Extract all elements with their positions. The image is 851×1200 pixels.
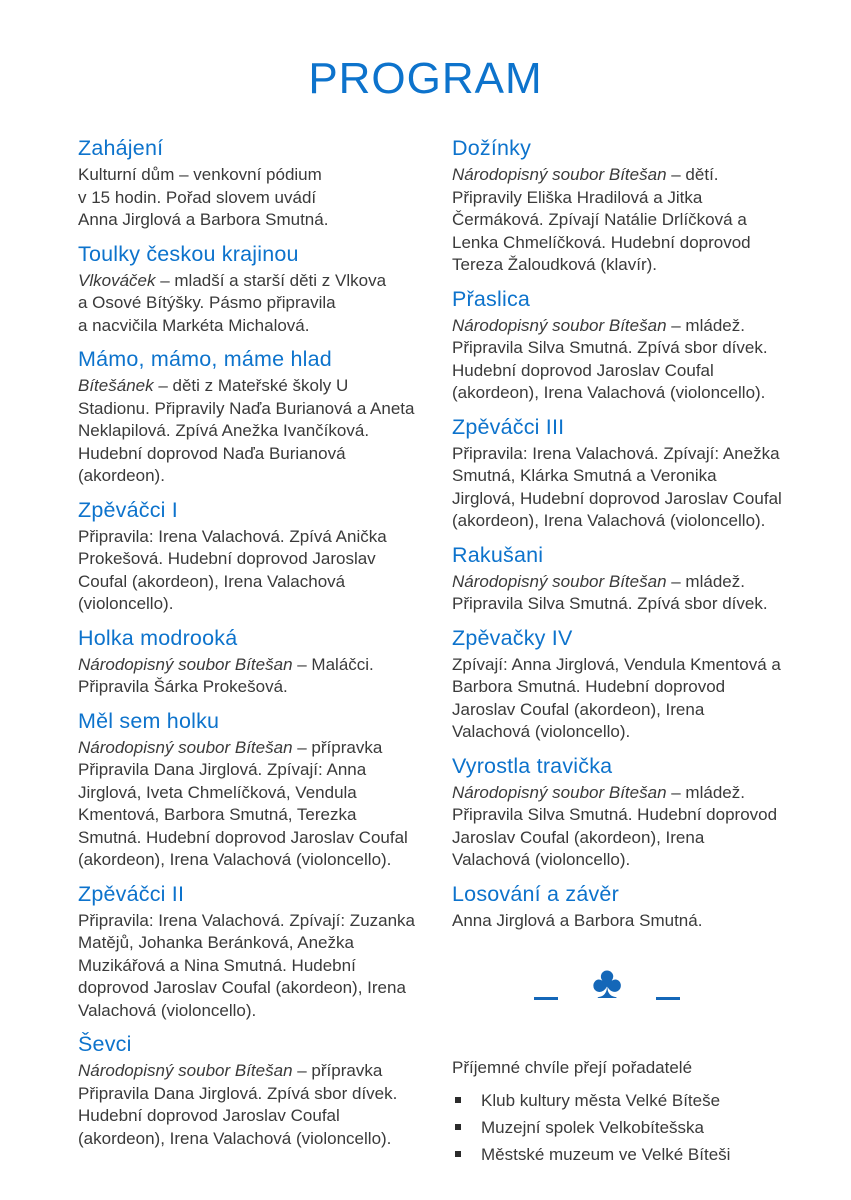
section-body	[78, 375, 435, 488]
ensemble-name: Národopisný soubor Bítešan	[78, 737, 293, 757]
section-body	[78, 1060, 435, 1150]
section-heading: Ševci	[78, 1032, 132, 1056]
ensemble-name: Národopisný soubor Bítešan	[78, 654, 293, 674]
section-body	[452, 782, 817, 872]
program-section	[78, 1032, 435, 1150]
organizer-item	[452, 1116, 817, 1139]
bullet-square-icon	[455, 1097, 461, 1103]
program-section	[78, 626, 435, 699]
program-section	[78, 498, 435, 616]
section-text: – dětí. Připravily Eliška Hradilová a Jitka Čermáková. Zpívají Natálie Drlíčková a Lenka Chmelíčková. Hudební doprovod Tereza Žaloudková (klavír).	[452, 165, 751, 274]
section-heading: Rakušani	[452, 542, 544, 567]
organizer-item	[452, 1089, 817, 1112]
section-body	[78, 164, 435, 232]
organizer-label: Městské muzeum ve Velké Bíteši	[481, 1145, 731, 1164]
section-heading: Dožínky	[452, 136, 532, 160]
section-text: Anna Jirglová a Barbora Smutná.	[452, 910, 703, 930]
section-body	[78, 270, 435, 338]
section-heading: Přaslica	[452, 286, 531, 311]
section-heading: Zahájení	[78, 136, 164, 160]
section-body	[452, 443, 817, 533]
program-column-left	[78, 136, 435, 1170]
program-section	[78, 242, 435, 338]
program-section	[452, 415, 817, 533]
section-text: Připravila: Irena Valachová. Zpívají: Anežka Smutná, Klárka Smutná a Veronika Jirglová, Hudební doprovod Jaroslav Coufal (akordeon), Irena Valachová (violoncello).	[452, 443, 782, 530]
section-heading: Zpěvačky IV	[452, 625, 573, 650]
program-section	[78, 347, 435, 488]
ensemble-name: Národopisný soubor Bítešan	[452, 782, 667, 802]
organizer-label: Klub kultury města Velké Bíteše	[481, 1091, 721, 1110]
program-section	[452, 543, 817, 616]
ensemble-name: Národopisný soubor Bítešan	[78, 1061, 293, 1080]
page-title: PROGRAM	[308, 54, 543, 103]
program-section	[452, 754, 817, 872]
section-text: – děti z Mateřské školy U Stadionu. Připravily Naďa Burianová a Aneta Neklapilová. Zpívá Anežka Ivančíková. Hudební doprovod Naďa Burianová (akordeon).	[78, 376, 415, 485]
section-text: – mládež. Připravila Silva Smutná. Zpívá sbor dívek.	[452, 571, 768, 613]
section-body	[452, 654, 817, 744]
section-heading: Zpěváčci I	[78, 497, 178, 522]
program-section	[78, 882, 435, 1023]
section-body	[452, 571, 817, 616]
section-heading: Zpěváčci II	[78, 881, 185, 906]
section-heading: Holka modrooká	[78, 625, 238, 650]
section-text: Připravila: Irena Valachová. Zpívají: Zuzanka Matějů, Johanka Beránková, Anežka Muzikářová a Nina Smutná. Hudební doprovod Jaroslav Coufal (akordeon), Irena Valachová (violoncello).	[78, 910, 416, 1020]
decorative-divider	[534, 956, 817, 1008]
section-body	[452, 910, 817, 933]
section-heading: Losování a závěr	[452, 881, 619, 906]
section-text: Kulturní dům – venkovní pódium v 15 hodin. Pořad slovem uvádí Anna Jirglová a Barbora Smutná.	[78, 165, 329, 229]
section-heading: Měl sem holku	[78, 708, 220, 733]
section-text: – mládež. Připravila Silva Smutná. Hudební doprovod Jaroslav Coufal (akordeon), Irena Valachová (violoncello).	[452, 782, 778, 869]
organizer-label: Muzejní spolek Velkobítešska	[481, 1118, 705, 1137]
columns	[78, 136, 851, 1170]
section-body	[78, 654, 435, 699]
section-heading: Vyrostla travička	[452, 753, 613, 778]
section-text: – přípravka Připravila Dana Jirglová. Zpívá sbor dívek. Hudební doprovod Jaroslav Coufal (akordeon), Irena Valachová (violoncello).	[78, 1061, 398, 1148]
section-body	[78, 910, 435, 1023]
section-text: Zpívají: Anna Jirglová, Vendula Kmentová a Barbora Smutná. Hudební doprovod Jaroslav Coufal (akordeon), Irena Valachová (violoncello).	[452, 654, 781, 741]
section-text: – mladší a starší děti z Vlkova a Osové Bítýšky. Pásmo připravila a nacvičila Markéta Michalová.	[78, 270, 387, 335]
section-body	[78, 526, 435, 616]
closing-note: Příjemné chvíle přejí pořadatelé	[452, 1058, 693, 1077]
section-text: Připravila: Irena Valachová. Zpívá Anička Prokešová. Hudební doprovod Jaroslav Coufal (akordeon), Irena Valachová (violoncello).	[78, 526, 387, 613]
ensemble-name: Bítešánek	[78, 376, 154, 395]
section-body	[78, 737, 435, 872]
bullet-square-icon	[455, 1124, 461, 1130]
section-text: – mládež. Připravila Silva Smutná. Zpívá sbor dívek. Hudební doprovod Jaroslav Coufal (akordeon), Irena Valachová (violoncello).	[452, 315, 768, 402]
program-section	[452, 287, 817, 405]
section-body	[452, 315, 817, 405]
ensemble-name: Národopisný soubor Bítešan	[452, 165, 667, 184]
ensemble-name: Národopisný soubor Bítešan	[452, 315, 667, 335]
ensemble-name: Vlkováček	[78, 270, 156, 290]
club-icon: ♣	[592, 956, 623, 1008]
program-section	[452, 136, 817, 277]
organizer-list	[452, 1089, 817, 1166]
section-body	[452, 164, 817, 277]
section-heading: Zpěváčci III	[452, 414, 565, 439]
program-section	[452, 626, 817, 744]
ensemble-name: Národopisný soubor Bítešan	[452, 571, 667, 591]
divider-dash-left-icon	[534, 997, 558, 1000]
program-section	[452, 882, 817, 933]
section-text: – Maláčci. Připravila Šárka Prokešová.	[78, 654, 374, 696]
program-column-right	[452, 136, 817, 1170]
divider-dash-right-icon	[656, 997, 680, 1000]
organizer-item	[452, 1143, 817, 1166]
bullet-square-icon	[455, 1151, 461, 1157]
program-section	[78, 136, 435, 232]
section-text: – přípravka Připravila Dana Jirglová. Zpívají: Anna Jirglová, Iveta Chmelíčková, Vendula Kmentová, Barbora Smutná, Terezka Smutná. Hudební doprovod Jaroslav Coufal (akordeon), Irena Valachová (violoncello).	[78, 737, 408, 869]
section-heading: Mámo, mámo, máme hlad	[78, 347, 332, 371]
section-heading: Toulky českou krajinou	[78, 241, 299, 266]
program-section	[78, 709, 435, 872]
